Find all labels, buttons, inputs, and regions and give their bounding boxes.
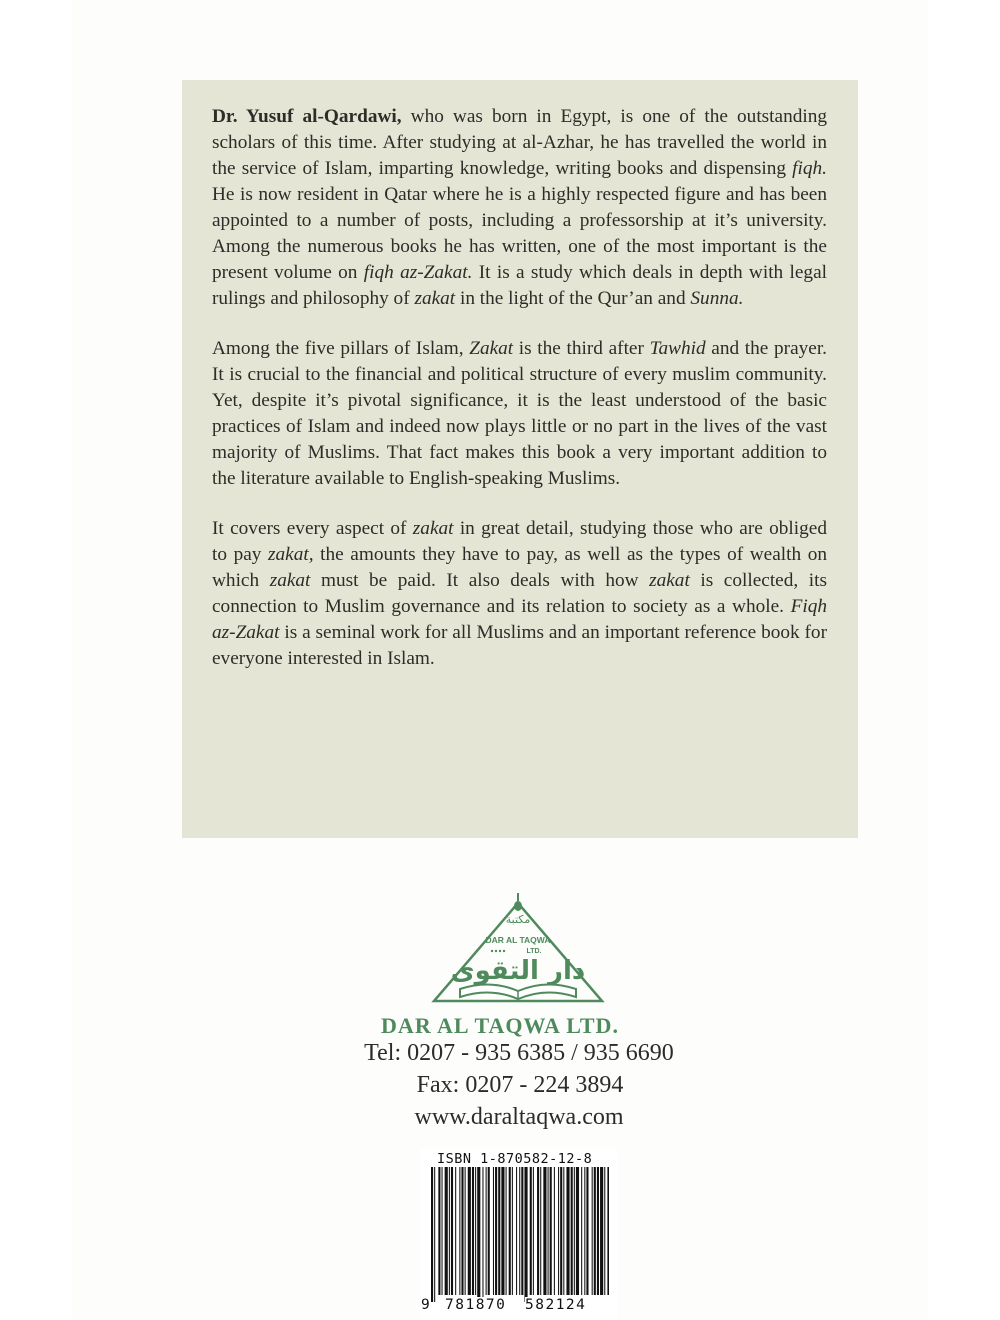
italic-term: Tawhid	[649, 338, 706, 359]
barcode-bar	[516, 1167, 517, 1295]
italic-term: zakat	[269, 570, 311, 591]
barcode-bar	[506, 1167, 507, 1295]
publisher-name: DAR AL TAQWA LTD.	[381, 1013, 619, 1038]
barcode-bar	[451, 1167, 453, 1295]
barcode-bar	[581, 1167, 582, 1295]
barcode-bar	[445, 1167, 448, 1295]
blurb-text-span: and the prayer. It is crucial to the financial and political structure of every muslim community. Yet, despite it’s pivotal significance, it is the least understood of the basic practices of Islam and indeed now plays little or no part in the lives of the vast majority of Muslims. That fact makes this book a very important addition to the literature available to English-speaking Muslims.	[212, 338, 828, 489]
publisher-website: www.daraltaqwa.com	[414, 1104, 624, 1130]
barcode-bar	[519, 1167, 520, 1295]
barcode-bar	[498, 1167, 500, 1295]
logo-arabic: دار التقوى	[450, 956, 586, 986]
barcode-bar	[600, 1167, 603, 1295]
barcode-bar	[563, 1167, 564, 1295]
blurb-text-span: is a seminal work for all Muslims and an important reference book for everyone interested in Islam.	[212, 622, 827, 669]
blurb-text-span: He is now resident in Qatar where he is a highly respected figure and has been appointed to a number of posts, including a professorship at it’s university. Among the numerous books he has written, one of the most important is the present volume on	[212, 184, 827, 283]
isbn-label: ISBN 1-870582-12-8	[437, 1151, 593, 1167]
barcode-bar	[607, 1167, 609, 1295]
isbn-digits-right: 582124	[525, 1297, 587, 1313]
blurb-paragraph-1	[212, 104, 827, 312]
author-name: Dr. Yusuf al-Qardawi,	[212, 106, 402, 127]
logo-top-arabic: مكتبة	[505, 913, 531, 926]
barcode-bar	[584, 1167, 585, 1295]
barcode-bar	[461, 1167, 463, 1295]
barcode-bar	[597, 1167, 599, 1295]
barcode-bar	[604, 1167, 605, 1295]
book-minaret-logo-icon	[430, 893, 606, 1005]
blurb-text-span: must be paid. It also deals with how	[310, 570, 650, 591]
barcode-bar	[537, 1167, 539, 1295]
blurb-text-span: is collected, its connection to Muslim governance and its relation to society as a whole.	[212, 570, 827, 617]
blurb-text-span: Among the five pillars of Islam,	[212, 338, 470, 359]
barcode-bar	[434, 1167, 435, 1302]
barcode-bar	[521, 1167, 523, 1295]
italic-term: fiqh az-Zakat.	[363, 262, 473, 283]
barcode-bar	[576, 1167, 579, 1295]
italic-term: fiqh.	[792, 158, 827, 179]
barcode-bar	[574, 1167, 575, 1295]
barcode-bar	[594, 1167, 596, 1295]
barcode-bar	[571, 1167, 573, 1295]
italic-term: zakat	[649, 570, 690, 591]
italic-term: Zakat	[469, 338, 514, 359]
barcode-bar	[592, 1167, 593, 1295]
barcode-bar	[558, 1167, 559, 1295]
barcode-bar	[548, 1167, 549, 1295]
barcode-bar	[482, 1167, 483, 1302]
barcode-bar	[472, 1167, 474, 1295]
barcode-bar	[431, 1167, 433, 1302]
blurb-text	[212, 104, 827, 696]
blurb-text-span: It is a study which deals in depth with legal rulings and philosophy of	[212, 262, 827, 309]
barcode-bar	[554, 1167, 555, 1295]
barcode-bar	[488, 1167, 490, 1295]
logo-line1: DAR AL TAQWA	[485, 935, 551, 945]
blurb-paragraph-2	[212, 336, 827, 492]
isbn-digits-left: 781870	[445, 1297, 507, 1313]
blurb-paragraph-3	[212, 516, 827, 672]
barcode-bar	[509, 1167, 511, 1295]
italic-term: zakat,	[268, 544, 314, 565]
isbn-barcode	[421, 1147, 617, 1320]
barcode-bar	[560, 1167, 562, 1295]
barcode-bars	[431, 1167, 609, 1302]
isbn-digit-first: 9	[421, 1297, 430, 1313]
barcode-bar	[455, 1167, 456, 1295]
barcode-bar	[465, 1167, 466, 1295]
blurb-panel	[182, 80, 858, 838]
barcode-bar	[438, 1167, 440, 1295]
barcode-bar	[566, 1167, 569, 1295]
blurb-text-span: is the third after	[513, 338, 650, 359]
barcode-bar	[501, 1167, 504, 1295]
barcode-bar	[493, 1167, 494, 1295]
blurb-text-span: who was born in Egypt, is one of the outstanding scholars of this time. After studying at al-Azhar, he has travelled the world in the service of Islam, imparting knowledge, writing books and dispensing	[212, 106, 828, 179]
barcode-bar	[533, 1167, 534, 1295]
barcode-bar	[524, 1167, 527, 1302]
italic-term: zakat	[414, 288, 456, 309]
italic-term: zakat	[412, 518, 454, 539]
barcode-bar	[468, 1167, 471, 1295]
barcode-bar	[475, 1167, 476, 1295]
barcode-bar	[459, 1167, 460, 1295]
barcode-bar	[449, 1167, 450, 1295]
blurb-text-span: in great detail, studying those who are obliged to pay	[212, 518, 827, 565]
blurb-text-span: It covers every aspect of	[212, 518, 413, 539]
italic-term: Sunna.	[690, 288, 744, 309]
barcode-bar	[512, 1167, 513, 1295]
barcode-bar	[486, 1167, 487, 1295]
barcode-bar	[550, 1167, 552, 1295]
barcode-bar	[477, 1167, 480, 1302]
barcode-bar	[543, 1167, 546, 1295]
blurb-text-span: the amounts they have to pay, as well as the types of wealth on which	[212, 544, 827, 591]
barcode-bar	[442, 1167, 443, 1295]
barcode-bar	[495, 1167, 497, 1295]
publisher-telephone: Tel: 0207 - 935 6385 / 935 6690	[364, 1040, 674, 1066]
italic-term: Fiqh az-Zakat	[212, 596, 827, 643]
barcode-bar	[530, 1167, 532, 1295]
barcode-bar	[586, 1167, 588, 1295]
logo-line2: LTD.	[526, 948, 542, 955]
barcode-bar	[540, 1167, 541, 1295]
publisher-fax: Fax: 0207 - 224 3894	[416, 1072, 624, 1098]
blurb-text-span: in the light of the Qur’an and	[455, 288, 691, 309]
